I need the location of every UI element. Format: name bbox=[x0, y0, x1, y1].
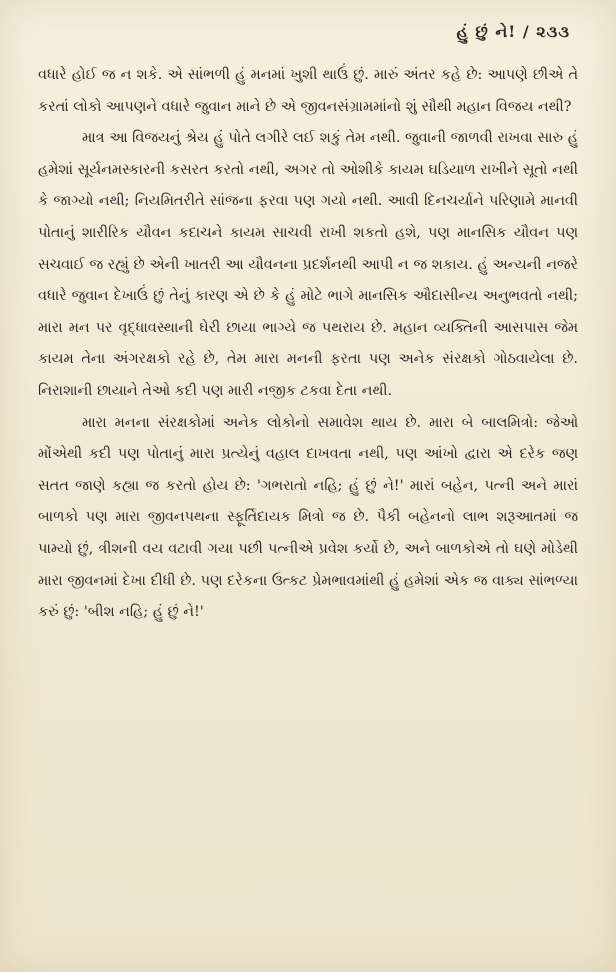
running-header: હું છું ને! / ૨૩૩ bbox=[456, 22, 570, 41]
paragraph-3: મારા મનના સંરક્ષકોમાં અનેક લોકોનો સમાવેશ થાય છે. મારા બે બાલમિત્રો: જેઓ મોંએથી કદી પણ પોતાનું મારા પ્રત્યેનું વહાલ દાખવતા નથી, પણ આંખો દ્વારા એ દરેક જણ સતત જાણે કહ્યા જ કરતો હોય છે: 'ગભરાતો નહિ; હું છું ને!' મારાં બહેન, પત્ની અને મારાં બાળકો પણ મારા જીવનપથના સ્ફૂર્તિદાયક મિત્રો જ છે. પૈકી બહેનનો લાભ શરૂઆતમાં જ પામ્યો છું, ત્રીશની વય વટાવી ગયા પછી પત્નીએ પ્રવેશ કર્યો છે, અને બાળકોએ તો ઘણે મોડેથી મારા જીવનમાં દેખા દીધી છે. પણ દરેકના ઉત્કટ પ્રેમભાવમાંથી હું હમેશાં એક જ વાક્ય સાંભળ્યા કરું છું: 'બીશ નહિ; હું છું ને!' bbox=[38, 414, 578, 621]
paragraph-2: માત્ર આ વિજયનું શ્રેય હું પોતે લગીરે લઈ શકું તેમ નથી. જુવાની જાળવી રાખવા સારુ હું હમેશાં સૂર્યનમસ્કારની કસરત કરતો નથી, અગર તો ઓશીકે કાયમ ઘડિયાળ રાખીને સૂતો નથી કે જાગ્યો નથી; નિયમિતરીતે સાંજના ફરવા પણ ગયો નથી. આવી દિનચર્યાને પરિણામે માનવી પોતાનું શારીરિક યૌવન કદાચને કાયમ સાચવી રાખી શકતો હશે, પણ માનસિક યૌવન પણ સચવાઈ જ રહ્યું છે એની ખાતરી આ યૌવનના પ્રદર્શનથી આપી ન જ શકાય. હું અન્યની નજરે વધારે જુવાન દેખાઉં છું તેનું કારણ એ છે કે હું મોટે ભાગે માનસિક ઔદાસીન્ય અનુભવતો નથી; મારા મન પર વૃદ્ધાવસ્થાની ઘેરી છાયા ભાગ્યે જ પથરાય છે. મહાન વ્યક્તિની આસપાસ જેમ કાયમ તેના અંગરક્ષકો રહે છે, તેમ મારા મનની ફરતા પણ અનેક સંરક્ષકો ગોઠવાયેલા છે. નિરાશાની છાયાને તેઓ કદી પણ મારી નજીક ટકવા દેતા નથી. bbox=[38, 130, 578, 399]
paragraph-1: વધારે હોઈ જ ન શકે. એ સાંભળી હું મનમાં ખુશી થાઉં છું. મારું અંતર કહે છે: આપણે છીએ તે કરતાં લોકો આપણને વધારે જુવાન માને છે એ જીવનસંગ્રામમાંનો શું સૌથી મહાન વિજય નથી? bbox=[38, 67, 578, 115]
